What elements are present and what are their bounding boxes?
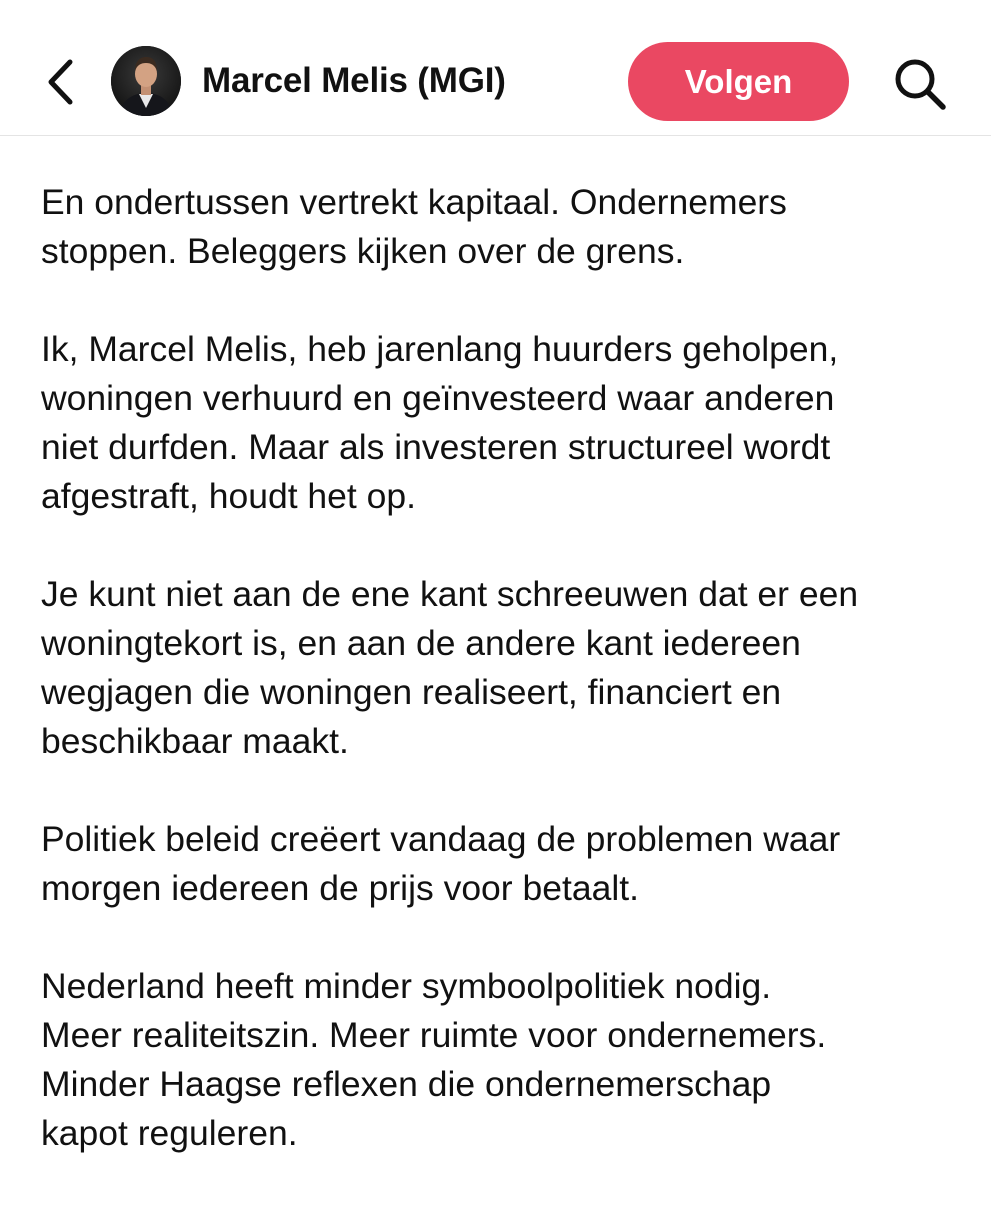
post-line: En ondertussen vertrekt kapitaal. Ondernemers — [41, 182, 787, 222]
post-line: Minder Haagse reflexen die ondernemerschap — [41, 1064, 772, 1104]
post-line: woningtekort is, en aan de andere kant iedereen — [41, 623, 801, 663]
post-line: kapot reguleren. — [41, 1113, 298, 1153]
follow-button[interactable]: Volgen — [628, 42, 849, 121]
profile-name[interactable]: Marcel Melis (MGI) — [202, 61, 506, 100]
post-line: morgen iedereen de prijs voor betaalt. — [41, 868, 639, 908]
post-line: afgestraft, houdt het op. — [41, 476, 416, 516]
avatar[interactable] — [111, 46, 181, 116]
search-icon — [892, 56, 948, 112]
post-paragraph — [41, 815, 971, 913]
search-button[interactable] — [890, 54, 950, 114]
chevron-left-icon — [42, 57, 78, 107]
post-line: stoppen. Beleggers kijken over de grens. — [41, 231, 685, 271]
post-line: woningen verhuurd en geïnvesteerd waar anderen — [41, 378, 835, 418]
post-paragraph — [41, 178, 971, 276]
post-line: Je kunt niet aan de ene kant schreeuwen dat er een — [41, 574, 859, 614]
profile-photo — [111, 46, 181, 116]
post-paragraph — [41, 325, 971, 521]
post-line: Nederland heeft minder symboolpolitiek nodig. — [41, 966, 772, 1006]
post-line: beschikbaar maakt. — [41, 721, 349, 761]
post-line: Meer realiteitszin. Meer ruimte voor ondernemers. — [41, 1015, 827, 1055]
profile-header — [0, 0, 991, 136]
back-button[interactable] — [36, 52, 84, 112]
post-line: Ik, Marcel Melis, heb jarenlang huurders geholpen, — [41, 329, 839, 369]
post-body — [41, 178, 971, 1207]
post-paragraph — [41, 570, 971, 766]
post-line: niet durfden. Maar als investeren structureel wordt — [41, 427, 831, 467]
post-line: Politiek beleid creëert vandaag de problemen waar — [41, 819, 841, 859]
post-line: wegjagen die woningen realiseert, financiert en — [41, 672, 782, 712]
post-paragraph — [41, 962, 971, 1158]
